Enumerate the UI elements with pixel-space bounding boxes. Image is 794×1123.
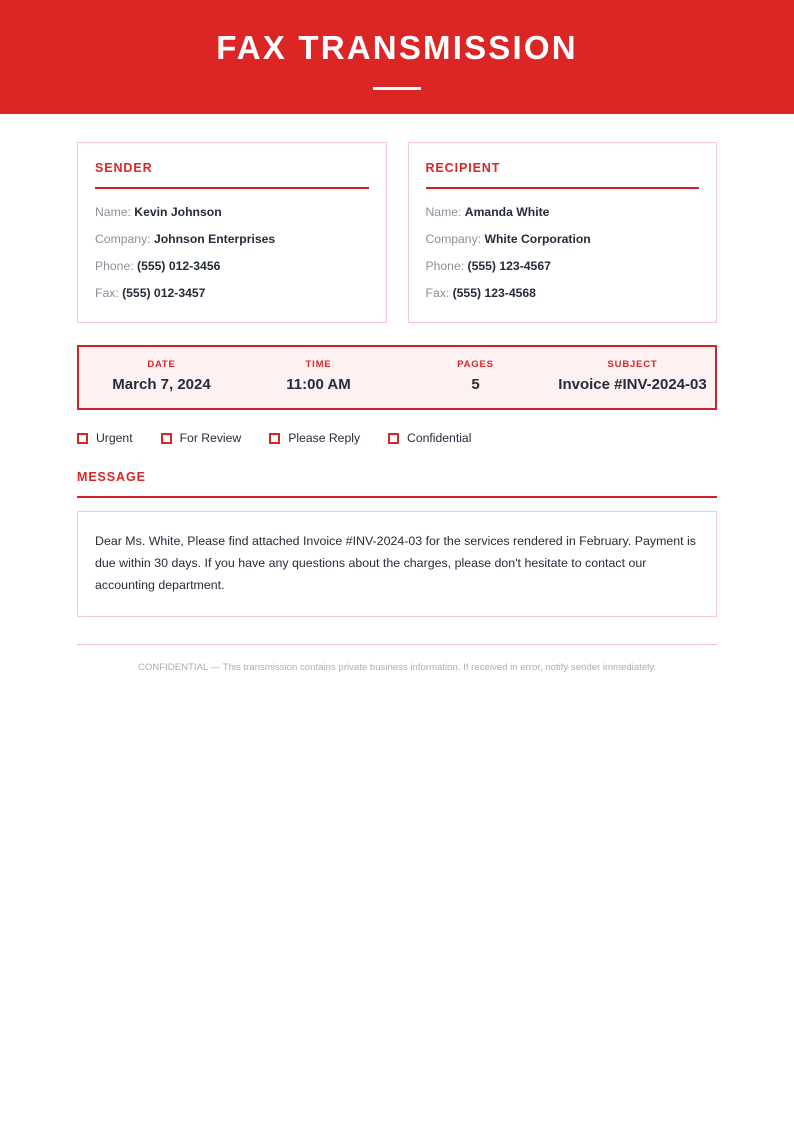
sender-card — [77, 142, 387, 323]
flag-urgent[interactable] — [77, 432, 133, 444]
recipient-company-value: White Corporation — [484, 232, 591, 247]
meta-pages-label: PAGES — [457, 359, 494, 371]
flag-please-reply[interactable] — [269, 432, 360, 444]
recipient-name-value: Amanda White — [464, 205, 550, 219]
message-body-text: Dear Ms. White, Please find attached Invoice #INV-2024-03 for the services rendered in February. Payment is due within 30 days. If you have any questions about the charges, please don't hesitate to contact our accounting department. — [95, 533, 697, 592]
recipient-row-name — [426, 204, 700, 221]
flag-confidential[interactable] — [388, 432, 471, 444]
sender-name-value: Kevin Johnson — [134, 205, 222, 219]
footer-divider — [77, 644, 717, 645]
meta-time-value: 11:00 AM — [286, 375, 351, 393]
meta-time-label: TIME — [305, 359, 332, 371]
sender-fax-label: Fax: — [95, 286, 119, 301]
sender-heading: SENDER — [95, 161, 153, 175]
recipient-phone-value: (555) 123-4567 — [467, 259, 551, 274]
recipient-fax-label: Fax: — [425, 286, 450, 301]
recipient-row-company — [426, 231, 700, 248]
flag-for-review-label: For Review — [179, 431, 242, 446]
sender-row-company — [95, 231, 369, 248]
footer-confidentiality-notice: CONFIDENTIAL — This transmission contains private business information. If received in error, notify sender immediately. — [137, 661, 657, 673]
sender-name-label: Name: — [95, 205, 131, 219]
flag-please-reply-label: Please Reply — [288, 431, 361, 446]
meta-date-label: DATE — [147, 359, 176, 371]
sender-phone-label: Phone: — [95, 259, 134, 274]
transmission-meta-bar — [77, 345, 717, 410]
parties-section — [77, 142, 717, 323]
document-header — [0, 0, 794, 114]
sender-row-fax — [95, 285, 369, 302]
sender-company-value: Johnson Enterprises — [153, 232, 276, 247]
recipient-card — [408, 142, 718, 323]
document-body — [0, 142, 794, 674]
recipient-row-fax — [426, 285, 700, 302]
meta-column-pages — [397, 360, 554, 393]
recipient-heading-rule — [426, 187, 700, 189]
recipient-name-label: Name: — [425, 205, 462, 219]
checkbox-urgent-icon[interactable] — [77, 433, 88, 444]
page-title: FAX TRANSMISSION — [216, 28, 578, 66]
sender-phone-value: (555) 012-3456 — [137, 259, 221, 274]
meta-column-time — [240, 360, 397, 393]
flag-urgent-label: Urgent — [96, 431, 133, 446]
meta-column-subject — [554, 360, 711, 393]
meta-pages-value: 5 — [471, 375, 480, 393]
meta-subject-value: Invoice #INV-2024-03 — [558, 375, 707, 393]
meta-date-value: March 7, 2024 — [112, 375, 211, 393]
sender-company-label: Company: — [95, 232, 151, 247]
checkbox-please-reply-icon[interactable] — [269, 433, 280, 444]
meta-subject-label: SUBJECT — [607, 359, 658, 371]
recipient-row-phone — [426, 258, 700, 275]
sender-heading-rule — [95, 187, 369, 189]
flag-confidential-label: Confidential — [407, 431, 472, 446]
sender-row-name — [95, 204, 369, 221]
sender-row-phone — [95, 258, 369, 275]
title-accent-bar — [373, 87, 421, 90]
recipient-heading: RECIPIENT — [425, 161, 501, 175]
message-heading-rule — [77, 496, 717, 498]
recipient-company-label: Company: — [425, 232, 482, 247]
recipient-fax-value: (555) 123-4568 — [452, 286, 536, 301]
checkbox-confidential-icon[interactable] — [388, 433, 399, 444]
recipient-phone-label: Phone: — [425, 259, 465, 274]
meta-column-date — [83, 360, 240, 393]
flag-for-review[interactable] — [161, 432, 242, 444]
message-heading: MESSAGE — [77, 469, 146, 484]
flags-row — [77, 432, 717, 444]
checkbox-for-review-icon[interactable] — [161, 433, 172, 444]
sender-fax-value: (555) 012-3457 — [122, 286, 206, 301]
message-box — [77, 511, 717, 617]
